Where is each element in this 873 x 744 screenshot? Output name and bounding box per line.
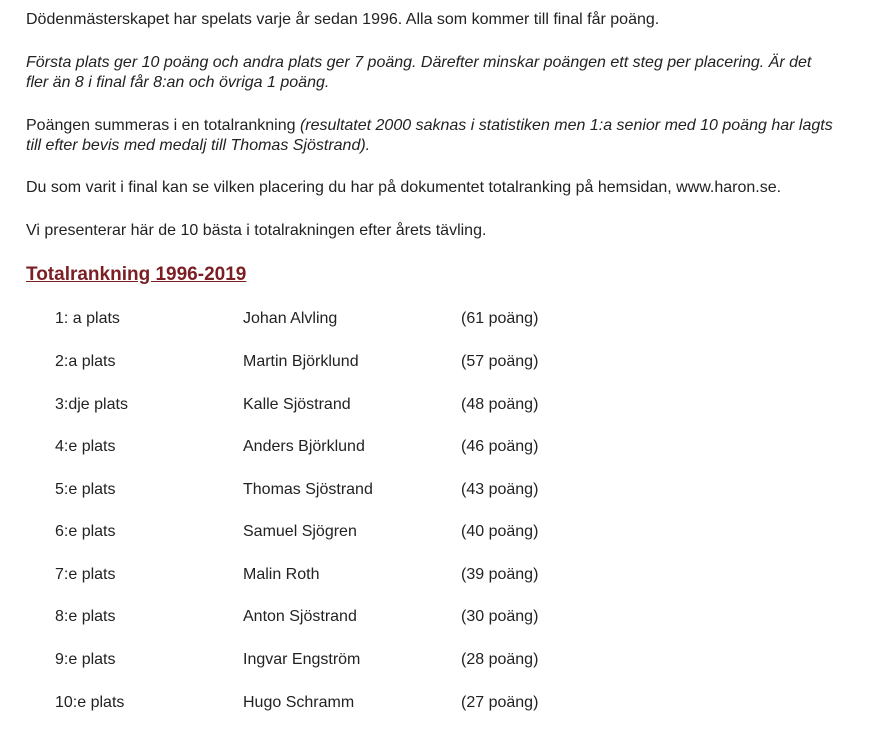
ranking-row	[26, 649, 626, 671]
ranking-points: (48 poäng)	[461, 396, 539, 413]
ranking-points: (30 poäng)	[461, 608, 539, 625]
ranking-name: Hugo Schramm	[243, 694, 355, 711]
intro-paragraph-5: Vi presenterar här de 10 bästa i totalrakningen efter årets tävling.	[26, 222, 487, 239]
ranking-points: (28 poäng)	[461, 651, 539, 668]
ranking-place: 1: a plats	[55, 310, 120, 327]
ranking-place: 7:e plats	[55, 566, 116, 583]
ranking-name: Anders Björklund	[243, 438, 365, 455]
ranking-place: 2:a plats	[55, 353, 116, 370]
ranking-points: (39 poäng)	[461, 566, 539, 583]
ranking-row	[26, 479, 626, 501]
ranking-row	[26, 351, 626, 373]
ranking-points: (61 poäng)	[461, 310, 539, 327]
intro-paragraph-2: Första plats ger 10 poäng och andra plats ger 7 poäng. Därefter minskar poängen ett steg per placering. Är det fler än 8 i final får 8:an och övriga 1 poäng.	[26, 54, 812, 91]
ranking-points: (57 poäng)	[461, 353, 539, 370]
ranking-name: Samuel Sjögren	[243, 523, 357, 540]
ranking-name: Kalle Sjöstrand	[243, 396, 351, 413]
ranking-place: 10:e plats	[55, 694, 125, 711]
ranking-row	[26, 394, 626, 416]
ranking-name: Anton Sjöstrand	[243, 608, 357, 625]
ranking-place: 5:e plats	[55, 481, 116, 498]
ranking-name: Martin Björklund	[243, 353, 359, 370]
ranking-name: Malin Roth	[243, 566, 320, 583]
ranking-row	[26, 564, 626, 586]
ranking-points: (43 poäng)	[461, 481, 539, 498]
ranking-points: (27 poäng)	[461, 694, 539, 711]
ranking-row	[26, 692, 626, 714]
ranking-place: 4:e plats	[55, 438, 116, 455]
intro-paragraph-1: Dödenmästerskapet har spelats varje år sedan 1996. Alla som kommer till final får poäng.	[26, 11, 660, 28]
ranking-points: (46 poäng)	[461, 438, 539, 455]
ranking-row	[26, 606, 626, 628]
ranking-name: Ingvar Engström	[243, 651, 361, 668]
ranking-points: (40 poäng)	[461, 523, 539, 540]
intro-paragraph-3-text: Poängen summeras i en totalrankning	[26, 117, 300, 134]
ranking-place: 8:e plats	[55, 608, 116, 625]
ranking-row	[26, 521, 626, 543]
ranking-place: 9:e plats	[55, 651, 116, 668]
ranking-name: Johan Alvling	[243, 310, 338, 327]
ranking-place: 6:e plats	[55, 523, 116, 540]
ranking-place: 3:dje plats	[55, 396, 128, 413]
ranking-heading: Totalrankning 1996-2019	[26, 264, 247, 285]
ranking-row	[26, 308, 626, 330]
intro-paragraph-3	[26, 116, 836, 156]
ranking-row	[26, 436, 626, 458]
intro-paragraph-3-note: (resultatet 2000 saknas i statistiken men 1:a senior med 10 poäng har lagts till efter bevis med medalj till Thomas Sjöstrand).	[26, 117, 833, 154]
intro-paragraph-4: Du som varit i final kan se vilken placering du har på dokumentet totalranking på hemsidan, www.haron.se.	[26, 179, 782, 196]
ranking-name: Thomas Sjöstrand	[243, 481, 373, 498]
